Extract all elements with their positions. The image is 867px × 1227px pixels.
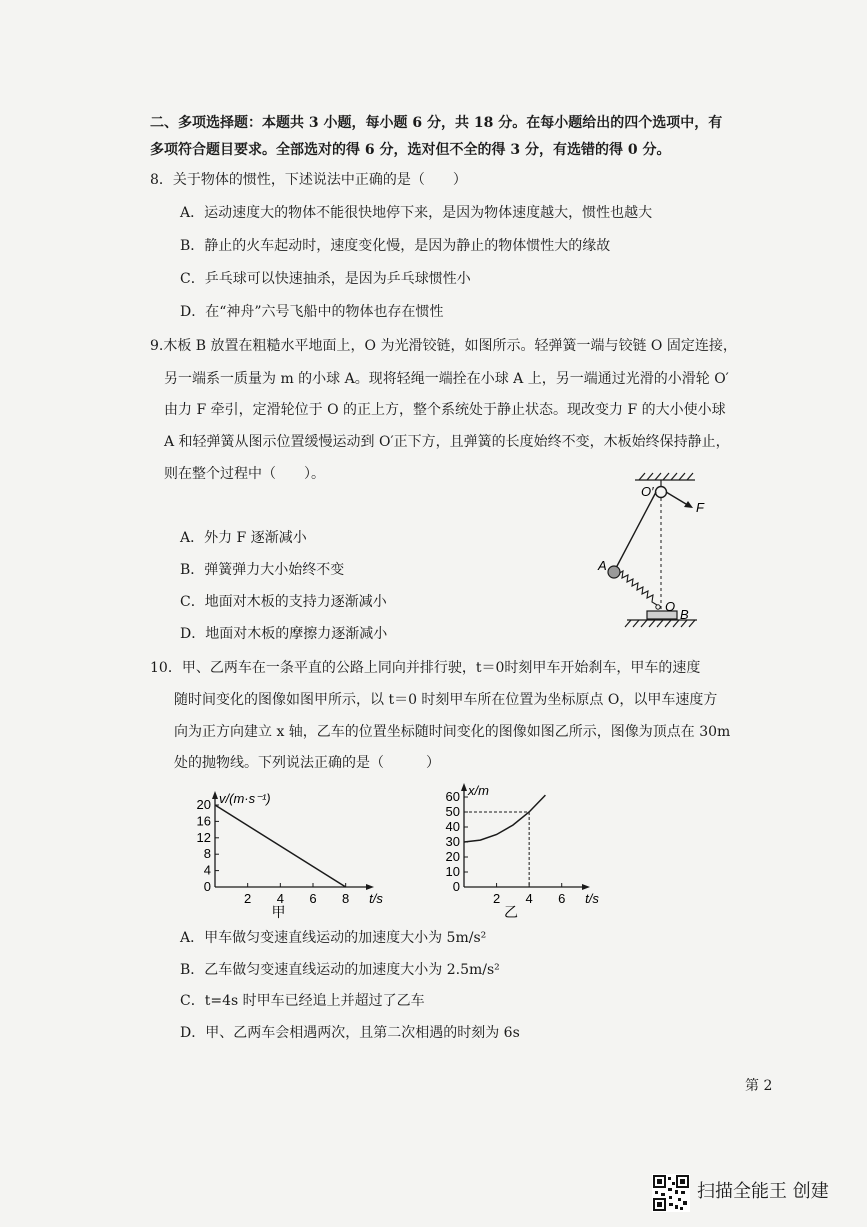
y-tick-label: 4 [203, 862, 211, 878]
pulley-o-prime [656, 487, 667, 498]
chart-yi [420, 775, 600, 925]
question-10-line1: 10．甲、乙两车在一条平直的公路上同向并排行驶，t＝0时刻甲车开始刹车，甲车的速度 [150, 660, 701, 676]
y-tick-label: 20 [445, 849, 460, 864]
question-8-stem: 8．关于物体的惯性，下述说法中正确的是（ ） [150, 172, 467, 188]
question-10-line3: 向为正方向建立 x 轴，乙车的位置坐标随时间变化的图像如图乙所示，图像为顶点在 30m [174, 724, 731, 740]
x-tick-label: 8 [342, 891, 350, 906]
question-8-option-c: C．乒乓球可以快速抽杀，是因为乒乓球惯性小 [180, 271, 471, 287]
question-9-option-a: A．外力 F 逐渐减小 [180, 530, 307, 546]
y-tick-label: 10 [445, 864, 460, 879]
question-10-option-a: A．甲车做匀变速直线运动的加速度大小为 5m/s² [180, 930, 487, 946]
y-tick-label: 0 [452, 879, 460, 894]
series-line [215, 805, 346, 887]
x-tick-label: 4 [276, 891, 284, 906]
y-tick-label: 8 [203, 846, 211, 862]
y-tick-label: 0 [203, 879, 211, 894]
y-tick-label: 40 [445, 819, 460, 834]
section-header-line2: 多项符合题目要求。全部选对的得 6 分，选对但不全的得 3 分，有选错的得 0 分。 [150, 142, 671, 158]
y-tick-label: 60 [445, 789, 460, 804]
x-tick-label: 6 [558, 891, 566, 906]
y-axis-arrow [212, 791, 218, 799]
question-9-line3: 由力 F 牵引，定滑轮位于 O 的正上方，整个系统处于静止状态。现改变力 F 的大小使小球 [164, 402, 726, 418]
label-f: F [696, 500, 704, 515]
question-8-option-d: D．在“神舟”六号飞船中的物体也存在惯性 [180, 304, 444, 320]
chart-title: 乙 [504, 904, 518, 920]
question-10-option-b: B．乙车做匀变速直线运动的加速度大小为 2.5m/s² [180, 962, 500, 978]
chart-title: 甲 [271, 904, 286, 920]
rope [616, 492, 656, 568]
x-axis-arrow [366, 884, 374, 890]
question-10-line4: 处的抛物线。下列说法正确的是（ ） [174, 755, 440, 771]
question-10-line2: 随时间变化的图像如图甲所示，以 t＝0 时刻甲车所在位置为坐标原点 O，以甲车速度方 [174, 692, 718, 708]
question-9-option-c: C．地面对木板的支持力逐渐减小 [180, 594, 387, 610]
page-number: 第 2 [745, 1078, 773, 1094]
q9-spring-pulley-figure [585, 470, 715, 635]
question-9-line4: A 和轻弹簧从图示位置缓慢运动到 O′正下方，且弹簧的长度始终不变，木板始终保持静止， [164, 434, 730, 450]
label-o: O [665, 599, 676, 614]
y-tick-label: 12 [196, 829, 211, 845]
y-axis-arrow [461, 783, 467, 791]
y-axis-label: x/m [468, 783, 489, 798]
question-9-line2: 另一端系一质量为 m 的小球 A。现将轻绳一端拴在小球 A 上，另一端通过光滑的小滑轮 O′ [164, 371, 729, 387]
question-9-line1: 9.木板 B 放置在粗糙水平地面上，O 为光滑铰链，如图所示。轻弹簧一端与铰链 O 固定连接， [150, 338, 737, 354]
y-tick-label: 16 [196, 813, 211, 829]
question-9-option-d: D．地面对木板的摩擦力逐渐减小 [180, 626, 388, 642]
label-b: B [680, 607, 689, 622]
x-tick-label: 2 [244, 891, 252, 906]
label-o-prime: O′ [641, 484, 654, 499]
y-tick-label: 30 [445, 834, 460, 849]
question-8-option-a: A．运动速度大的物体不能很快地停下来，是因为物体速度越大，惯性也越大 [180, 205, 653, 221]
scanner-watermark: 扫描全能王 创建 [697, 1181, 829, 1202]
ceiling-hatch [635, 473, 695, 480]
x-tick-label: 6 [309, 891, 317, 906]
question-9-option-b: B．弹簧弹力大小始终不变 [180, 562, 345, 578]
x-axis-arrow [582, 884, 590, 890]
x-tick-label: 2 [492, 891, 501, 906]
question-9-line5: 则在整个过程中（ ）。 [164, 466, 325, 482]
x-axis-label: t/s [369, 891, 383, 906]
x-tick-label: 4 [525, 891, 533, 906]
qr-code-icon [652, 1174, 690, 1212]
y-tick-label: 50 [445, 804, 460, 819]
y-tick-label: 20 [196, 797, 211, 812]
question-10-option-c: C．t=4s 时甲车已经追上并超过了乙车 [180, 993, 425, 1009]
spring [618, 571, 657, 605]
series-line [464, 795, 545, 842]
y-axis-label: v/(m·s⁻¹) [219, 791, 271, 806]
section-header-line1: 二、多项选择题：本题共 3 小题，每小题 6 分，共 18 分。在每小题给出的四个选项中，有 [150, 115, 723, 131]
question-10-option-d: D．甲、乙两车会相遇两次，且第二次相遇的时刻为 6s [180, 1025, 520, 1041]
question-8-option-b: B．静止的火车起动时，速度变化慢，是因为静止的物体惯性大的缘故 [180, 238, 611, 254]
hinge-o [656, 605, 660, 609]
ball-a [608, 566, 620, 578]
label-a: A [598, 558, 607, 573]
x-axis-label: t/s [585, 891, 599, 906]
chart-jia [180, 775, 383, 925]
